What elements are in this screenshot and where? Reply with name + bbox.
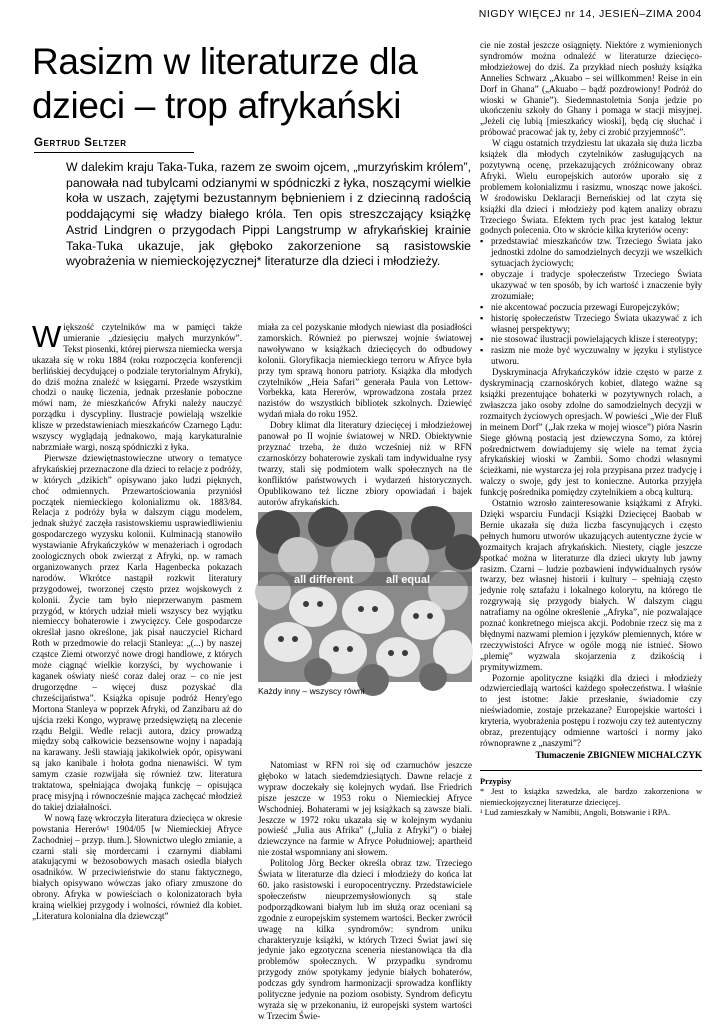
paragraph: Dobry klimat dla literatury dziecięcej i młodzieżowej panował po II wojnie światowej w NRD. Obiektywnie przyznać trzeba, że dużo wcześniej niż w RFN czarnoskórzy bohaterowie zyskali tam indywidualne rysy twarzy, stali się podmiotem walk społecznych na tle konfliktów państwowych i wydarzeń historycznych. Opublikowano też liczne zbiory opowiadań i bajek autorów afrykańskich.: [258, 420, 472, 507]
paragraph: miała za cel pozyskanie młodych niewiast dla posiadłości zamorskich. Również po pierwszej wojnie światowej nawoływano w książkach dziecięcych do odbudowy kolonii. Gloryfikacja niemieckiego terroru w Afryce była przy tym sprawą honoru patrioty. Książka dla młodych czytelników „Heia Safari” generała Paula von Lettow-Vorbekka, kata Hererów, wprowadzona została przez nazistów do wszystkich bibliotek szkolnych. Dziewięć wydań miała do roku 1952.: [258, 322, 472, 420]
paragraph: cie nie został jeszcze osiągnięty. Niektóre z wymienionych syndromów można odnaleźć w literaturze dziecięco-młodzieżowej do dziś. Za przykład niech posłuży książka Annelies Schwarz „Akuabo – sei willkommen! Reise in ein Dorf in Ghana” („Akuabo – bądź pozdrowiony! Podróż do wioski w Ghanie”). Siedemnastoletnia Sonja jedzie po ukończeniu szkoły do Ghany i pomaga w stacji misyjnej. „Jeżeli cię lubią [mieszkańcy wioski], będą cię słuchać i próbować pracować jak ty, żeby ci zrobić przyjemność”.: [480, 40, 702, 138]
list-item: ▪ obyczaje i tradycje społeczeństw Trzeciego Świata ukazywać w ten sposób, by ich wartość i znaczenie były zrozumiałe;: [480, 269, 702, 302]
list-item: ▪ nie akcentować poczucia przewagi Europejczyków;: [480, 302, 702, 313]
footnote: ¹ Lud zamieszkały w Namibii, Angoli, Botswanie i RPA.: [480, 808, 670, 818]
translator-credit: Tłumaczenie ZBIGNIEW MICHALCZYK: [535, 749, 702, 760]
paragraph: Natomiast w RFN roi się od czarnuchów jeszcze głęboko w latach siedemdziesiątych. Dawne relacje z wypraw doczekały się kolejnych wydań. Ilse Friedrich pisze jeszcze w 1953 roku o Niemieckiej Afryce Wschodniej. Bohaterami w jej książkach są zawsze biali. Jeszcze w 1972 roku ukazała się w kolejnym wydaniu powieść „Julia aus Afrika” („Julia z Afryki”) o białej dziewczynce na farmie w Afryce Południowej; apartheid nie został wspomniany ani słowem.: [258, 760, 472, 858]
footnotes-title: Przypisy: [480, 776, 512, 786]
lead-paragraph: W dalekim kraju Taka-Tuka, razem ze swoim ojcem, „murzyńskim królem”, panowała nad tubylcami odzianymi w spódniczki z łyka, noszącymi wielkie koła w uszach, zajętymi bezustannym bębnieniem i z dziecinną radością poddającymi się władzy białego króla. Ten opis streszczający książkę Astrid Lindgren o przygodach Pippi Langstrump w afrykańskiej krainie Taka-Tuka ukazuje, jak głęboko zakorzenione są rasistowskie wyobrażenia w niemieckojęzycznej* literaturze dla dzieci i młodzieży.: [66, 160, 471, 269]
paragraph: W ciągu ostatnich trzydziestu lat ukazała się duża liczba książek dla młodych czytelników zasługujących na pozytywną ocenę, przekazujących zróżnicowany obraz Afryki. Wielu europejskich autorów uporało się z problemem kolonializmu i rasizmu, wnosząc nowe jakości. W środowisku Deklaracji Berneńskiej od lat czyta się książki dla dzieci i młodzieży pod kątem analizy obrazu Trzeciego Świata. Efektem tych prac jest katalog lektur godnych polecenia. Oto w skrócie kilka kryteriów oceny:: [480, 138, 702, 236]
paragraph: Pierwsze dziewiętnastowieczne utwory o tematyce afrykańskiej przeznaczone dla dzieci to relacje z podróży, w których „dzikich” opisywano jako ludzi pięknych, choć odmiennych. Przewartościowania przyniósł początek niemieckiego kolonializmu ok. 1883/84. Relacja z podróży była w dalszym ciągu modelem, jednak służyć zaczęła rasistowskiemu usprawiedliwieniu gospodarczego wyzysku kolonii. Kulminacją stanowiło wystawianie Afrykańczyków w menażeriach i ogrodach zoologicznych obok zwierząt z Afryki, np. w ramach organizowanych przez Karla Hagenbecka pokazach narodów. Wkrótce nastąpił rozkwit literatury przygodowej, tworzonej często przez wojskowych z kolonii. Życie tam było nieprzerwanym pasmem przygód, w których udział mieli wszyscy bez wyjątku niemieccy bohaterowie i zwycięzcy. Cele gospodarcze określał jasno określone, jak pisał nauczyciel Richard Roth w przedmowie do relacji Stanleya: „(...) by naszej cząstce Ziemi otworzyć nowe drogi handlowe, z których może ciągnąć wielkie korzyści, by wychowanie i kaganek oświaty nieść coraz dalej oraz – co nie jest drugorzędne – więcej dusz pozyskać dla chrześcijaństwa”. Książka opisuje podróż Henry'ego Mortona Stanleya w poprzek Afryki, od Zanzibaru aż do ujścia rzeki Kongo, wyprawę przedsięwziętą na zlecenie rządu Belgii. Wedle relacji autora, dzicy prowadzą między sobą całkowicie bezsensowne wojny i napadają na karawany. Jeśli stawiają jakikolwiek opór, opisywani są jako kanibale i hołota godna nienawiści. W tym samym czasie rozwijała się również tzw. literatura traktatowa, spełniająca dwojaką funkcję – opisująca pracę misyjną i równocześnie mająca zachęcać młodzież do takiej działalności.: [32, 452, 242, 812]
drop-cap: W: [32, 319, 62, 354]
body-column-2-lower: [258, 760, 472, 1021]
criteria-list: [480, 236, 702, 367]
body-column-1: [32, 319, 242, 1008]
paragraph: Ostatnio wzrosło zainteresowanie książkami z Afryki. Dzięki wsparciu Fundacji Książki Dziecięcej Baobab w Bernie ukazała się duża liczba fascynujących i często pełnych humoru utworów ukazujących autentyczne życie w rozmaitych krajach afrykańskich. Niestety, ciągle jeszcze spotkać można w literaturze dla dzieci ukryty lub jawny rasizm. Czarni – ludzie pozbawieni indywidualnych rysów twarzy, bez własnej historii i kultury – spełniają często jedynie rolę sztafażu i lokalnego kolorytu, na którego tle rozgrywają się przygody białych. W dalszym ciągu natrafiamy na ogólne określenie „Afryka”, nie pozwalające poznać konkretnego miejsca akcji. Podobnie rzecz się ma z błędnymi nazwami plemion i języków plemiennych, które w rzeczywistości Afryce w ogóle mogą nie istnieć. Słowo „plemię” wyzwala skojarzenia z dzikością i prymitywizmem.: [480, 498, 702, 672]
footnote: * Jest to książka szwedzka, ale bardzo zakorzeniona w niemieckojęzycznej literaturze dziecięcej.: [480, 787, 702, 807]
photo-caption: Każdy inny – wszyscy równi: [258, 686, 365, 696]
photo-slogan-1: all different: [294, 574, 354, 586]
list-item: ▪ nie stosować ilustracji powielających klisze i stereotypy;: [480, 334, 702, 345]
article-title: Rasizm w literaturze dla dzieci – trop afrykański: [32, 41, 418, 126]
paragraph: W nową fazę wkroczyła literatura dziecięca w okresie powstania Hererów¹ 1904/05 [w Niemieckiej Afryce Zachodniej – przyp. tłum.]. Słownictwo uległo zmianie, a czarni stali się mordercami i czarnymi diabłami atakującymi w bezosobowych masach osiedla białych osadników. W przeciwieństwie do stanu faktycznego, białych opisywano wówczas jako ofiary zmuszone do obrony. Afryka w powieściach o kolonizatorach była krainą wielkiej przygody i wolności, również dla kobiet. „Literatura kolonialna dla dziewcząt”: [32, 812, 242, 921]
body-column-3: [480, 40, 702, 1005]
list-item: ▪ przedstawiać mieszkańców tzw. Trzeciego Świata jako jednostki zdolne do samodzielnych decyzji we wszelkich sytuacjach życiowych;: [480, 236, 702, 269]
paragraph: Pozornie apolityczne książki dla dzieci i młodzieży odzwierciedlają wartości każdego społeczeństwa. I właśnie to jest istotne: Jakie przesłanie, świadomie czy nieświadomie, zostaje przekazane? Europejskie wartości i kryteria, wyobrażenia postępu i rozwoju czy też autentyczny obraz, prezentujący odmienne wartości i normy jako równoprawne z „naszymi”?: [480, 672, 702, 748]
paragraph: Większość czytelników ma w pamięci także umieranie „dziesięciu małych murzynków”. Tekst piosenki, której pierwsza niemiecka wersja ukazała się w roku 1884 (roku rozpoczęcia konferencji berlińskiej decydującej o podziale terytorialnym Afryki), do dziś można znaleźć w księgarni. Przede wszystkim chodzi o naukę liczenia, jednak przesłanie poboczne mówi nam, że mieszkańców Afryki należy nauczyć porządku i dyscypliny. Ilustracje powielają wszelkie klisze w przedstawieniach mieszkańców Czarnego Lądu: wszyscy wyglądają jednakowo, mają karykaturalnie nabrzmiałe wargi, noszą spódniczki z łyka.: [32, 319, 242, 452]
photo-image: [258, 512, 472, 682]
author-byline: Gertrud Seltzer: [34, 137, 194, 153]
list-item: ▪ historię społeczeństw Trzeciego Świata ukazywać z ich własnej perspektywy;: [480, 313, 702, 335]
paragraph: Dyskryminacja Afrykańczyków idzie często w parze z dyskryminacją czarnoskórych kobiet, dlatego ważne są książki prezentujące bohaterki w pozytywnych rolach, a zwłaszcza jako osoby zdolne do samodzielnych decyzji w rozmaitych życiowych opresjach. W powieści „Wie der Fluß in meinem Dorf” („Jak rzeka w mojej wiosce”) pióra Nasrin Siege główną postacią jest dziewczyna Somo, za której pośrednictwem dowiadujemy się wiele na temat życia afrykańskiej wioski w Zambii. Somo chodzi własnymi ścieżkami, nie wystarcza jej rola przypisana przez tradycję i walczy o swoje, gdy jest to konieczne. Autorka przyjęła funkcję pośrednika pomiędzy czytelnikiem a obcą kulturą.: [480, 367, 702, 498]
list-item: ▪ rasizm nie może być wyczuwalny w języku i stylistyce utworu.: [480, 345, 702, 367]
paragraph: Politolog Jörg Becker określa obraz tzw. Trzeciego Świata w literaturze dla dzieci i młodzieży do końca lat 60. jako rasistowski i europocentryczny. Przedstawiciele społeczeństw nieuprzemysłowionych są stale podporządkowani białym lub im służą oraz oceniani są zgodnie z europejskim systemem wartości. Becker zwrócił uwagę na kilka syndromów: syndrom uniku charakteryzuje książki, w których Trzeci Świat jawi się jedynie jako egzotyczna sceneria niestanowiąca tła dla problemów społecznych. W przypadku syndromu przygody znów spotykamy jedynie białych bohaterów, podczas gdy syndrom harmonizacji sprowadza konflikty polityczne jedynie na poziom osobisty. Syndrom deficytu wyraża się w przekonaniu, iż europejski system wartości w Trzecim Świe-: [258, 858, 472, 1021]
plush-toys-photo: [258, 512, 472, 682]
page-header: NIGDY WIĘCEJ nr 14, JESIEŃ–ZIMA 2004: [478, 8, 702, 20]
photo-slogan-2: all equal: [386, 574, 431, 586]
footnotes: [480, 770, 702, 819]
